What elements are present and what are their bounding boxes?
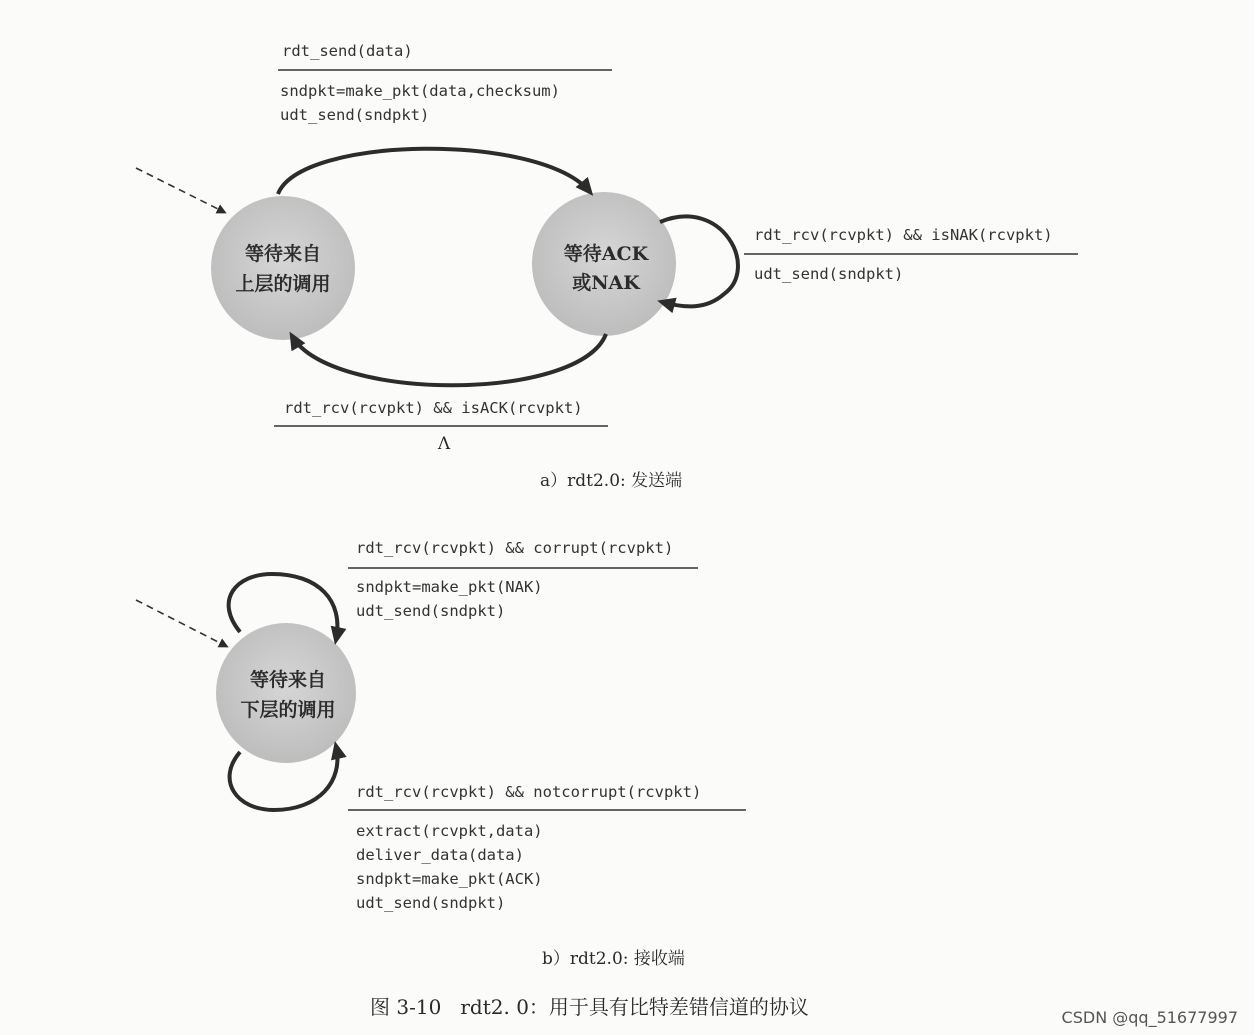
receiver-state-wait-call: [216, 623, 356, 763]
sender-caption: a）rdt2.0: 发送端: [540, 471, 683, 491]
receiver-caption: b）rdt2.0: 接收端: [542, 949, 685, 969]
sender-edge-ack: [292, 334, 606, 385]
figure-caption: 图 3-10 rdt2. 0：用于具有比特差错信道的协议: [370, 995, 809, 1019]
sender-send-event: rdt_send(data): [282, 42, 413, 60]
sender-edge-send: [278, 149, 590, 194]
sender-state-wait-call: [211, 196, 355, 340]
receiver-notcorrupt-action-2: deliver_data(data): [356, 846, 524, 864]
receiver-notcorrupt-action-1: extract(rcvpkt,data): [356, 822, 543, 840]
sender-ack-action-lambda: Λ: [437, 434, 451, 454]
receiver-notcorrupt-event: rdt_rcv(rcvpkt) && notcorrupt(rcvpkt): [356, 783, 702, 801]
watermark: CSDN @qq_51677997: [1061, 1008, 1238, 1027]
sender-state-wait-ack-line1: 等待ACK: [563, 243, 649, 265]
sender-send-action-1: sndpkt=make_pkt(data,checksum): [280, 82, 560, 100]
sender-ack-event: rdt_rcv(rcvpkt) && isACK(rcvpkt): [284, 399, 583, 417]
receiver-initial-arrow: [136, 600, 226, 646]
sender-state-wait-call-line1: 等待来自: [244, 243, 322, 265]
receiver-corrupt-action-2: udt_send(sndpkt): [356, 602, 506, 620]
receiver-state-line2: 下层的调用: [240, 699, 336, 721]
sender-nak-event: rdt_rcv(rcvpkt) && isNAK(rcvpkt): [754, 226, 1053, 244]
receiver-notcorrupt-action-4: udt_send(sndpkt): [356, 894, 506, 912]
sender-state-wait-ack-line2: 或NAK: [572, 272, 640, 294]
receiver-corrupt-event: rdt_rcv(rcvpkt) && corrupt(rcvpkt): [356, 539, 674, 557]
sender-initial-arrow: [136, 168, 224, 212]
receiver-corrupt-action-1: sndpkt=make_pkt(NAK): [356, 578, 543, 596]
sender-nak-action-1: udt_send(sndpkt): [754, 265, 904, 283]
receiver-notcorrupt-action-3: sndpkt=make_pkt(ACK): [356, 870, 543, 888]
sender-state-wait-call-line2: 上层的调用: [235, 273, 331, 295]
sender-send-action-2: udt_send(sndpkt): [280, 106, 430, 124]
receiver-fsm: [136, 539, 746, 969]
sender-fsm: [136, 42, 1078, 491]
receiver-state-line1: 等待来自: [249, 669, 327, 691]
